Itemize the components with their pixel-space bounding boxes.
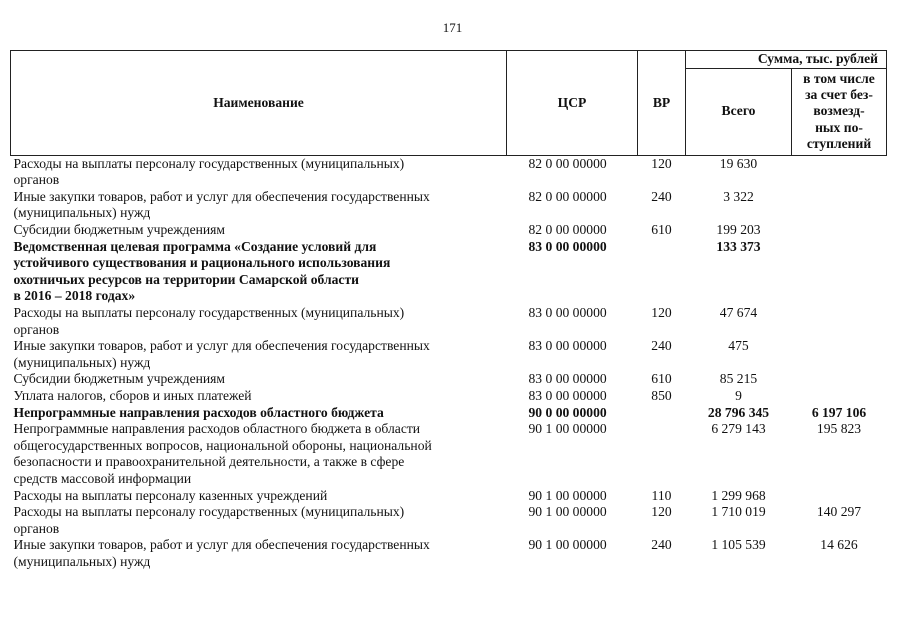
row-csr: 83 0 00 00000: [528, 371, 607, 387]
row-name-line: безопасности и правоохранительной деятельности, а также в сфере: [13, 454, 405, 470]
row-name-line: Расходы на выплаты персоналу государственных (муниципальных): [13, 504, 405, 520]
table-header: [11, 51, 887, 156]
row-name: [11, 488, 507, 505]
table-row: [11, 189, 887, 222]
table-row: [11, 388, 887, 405]
row-free: [792, 155, 887, 189]
table-row: [11, 488, 887, 505]
header-name: Наименование: [11, 51, 507, 156]
row-name-line: охотничьих ресурсов на территории Самарской области: [13, 271, 359, 287]
row-name-line: органов: [13, 321, 60, 337]
header-free-line: возмезд-: [813, 103, 865, 119]
row-free: [792, 239, 887, 305]
row-free: [792, 338, 887, 371]
table-row: [11, 222, 887, 239]
table-row: [11, 155, 887, 189]
row-total: 6 279 143: [711, 421, 766, 437]
row-name-line: Расходы на выплаты персоналу государственных (муниципальных): [13, 304, 405, 320]
row-vr: 110: [651, 487, 672, 503]
row-vr: [638, 239, 686, 305]
row-free: [792, 222, 887, 239]
row-csr: 82 0 00 00000: [528, 222, 607, 237]
row-free: [792, 488, 887, 505]
row-name-line: органов: [13, 172, 60, 188]
row-name: [11, 239, 507, 305]
row-free: [792, 371, 887, 388]
table-row: [11, 537, 887, 570]
row-total: 1 710 019: [711, 504, 766, 520]
row-total: 199 203: [716, 222, 761, 237]
row-csr: 90 1 00 00000: [528, 421, 607, 437]
header-total: Всего: [686, 68, 792, 155]
row-total: 475: [728, 338, 749, 354]
row-free: 6 197 106: [811, 404, 867, 420]
row-csr: 90 0 00 00000: [528, 404, 607, 420]
header-free-line: ступлений: [806, 136, 872, 152]
row-free: [792, 305, 887, 338]
row-csr: 83 0 00 00000: [528, 304, 607, 320]
row-name: [11, 504, 507, 537]
row-free: [792, 189, 887, 222]
row-name-line: Иные закупки товаров, работ и услуг для обеспечения государственных: [13, 188, 430, 204]
row-name: [11, 537, 507, 570]
header-sum: Сумма, тыс. рублей: [686, 51, 887, 69]
row-vr: 240: [651, 537, 672, 553]
row-total: 133 373: [716, 238, 761, 254]
budget-table: [10, 50, 887, 570]
row-total: 19 630: [719, 155, 758, 171]
row-total: 3 322: [723, 188, 754, 204]
row-csr: 90 1 00 00000: [528, 504, 607, 520]
page-number: 171: [442, 20, 463, 35]
table-row: [11, 405, 887, 422]
row-vr: 240: [651, 188, 672, 204]
table-row: [11, 371, 887, 388]
row-name-line: средств массовой информации: [13, 470, 192, 486]
row-name: [11, 421, 507, 487]
row-name-line: в 2016 – 2018 годах»: [13, 288, 136, 304]
row-csr: 83 0 00 00000: [528, 238, 607, 254]
table-row: [11, 239, 887, 305]
row-free: 195 823: [816, 421, 862, 437]
row-vr: 120: [651, 155, 672, 171]
row-name-line: устойчивого существования и рационального использования: [13, 255, 391, 271]
row-name-line: Иные закупки товаров, работ и услуг для обеспечения государственных: [13, 338, 430, 354]
row-vr: [638, 405, 686, 422]
table-row: [11, 421, 887, 487]
header-vr: ВР: [638, 51, 686, 156]
row-name: [11, 305, 507, 338]
row-name: [11, 388, 507, 405]
row-name: [11, 405, 507, 422]
row-name: [11, 155, 507, 189]
row-name-line: Непрограммные направления расходов областного бюджета в области: [13, 421, 421, 437]
row-name-line: органов: [13, 520, 60, 536]
row-name-line: Непрограммные направления расходов областного бюджета: [13, 404, 384, 420]
row-csr: 82 0 00 00000: [528, 188, 607, 204]
row-name: [11, 338, 507, 371]
row-vr: 120: [651, 304, 672, 320]
table-row: [11, 305, 887, 338]
row-free: 14 626: [820, 537, 858, 553]
row-free: 140 297: [816, 504, 862, 520]
row-name-line: Уплата налогов, сборов и иных платежей: [13, 387, 252, 403]
row-name: [11, 189, 507, 222]
row-name-line: Иные закупки товаров, работ и услуг для обеспечения государственных: [13, 537, 430, 553]
row-csr: 83 0 00 00000: [528, 387, 607, 403]
row-total: 47 674: [719, 304, 758, 320]
header-free-line: ных по-: [815, 119, 863, 135]
row-name-line: Субсидии бюджетным учреждениям: [13, 222, 226, 237]
row-name-line: Расходы на выплаты персоналу казенных учреждений: [13, 487, 328, 503]
row-total: 1 105 539: [711, 537, 766, 553]
table-row: [11, 504, 887, 537]
row-name-line: (муниципальных) нужд: [13, 553, 151, 569]
row-vr: 240: [651, 338, 672, 354]
row-total: 28 796 345: [707, 404, 770, 420]
row-name: [11, 371, 507, 388]
row-name: [11, 222, 507, 239]
row-name-line: (муниципальных) нужд: [13, 354, 151, 370]
row-total: 85 215: [719, 371, 758, 387]
header-free-line: за счет без-: [805, 87, 873, 102]
row-csr: 83 0 00 00000: [528, 338, 607, 354]
row-vr: 610: [651, 222, 672, 237]
table-body: [11, 155, 887, 570]
row-total: 1 299 968: [711, 487, 766, 503]
header-free: [792, 68, 887, 155]
row-name-line: Субсидии бюджетным учреждениям: [13, 371, 226, 387]
row-name-line: Ведомственная целевая программа «Создание условий для: [13, 238, 377, 254]
table-row: [11, 338, 887, 371]
row-csr: 82 0 00 00000: [528, 155, 607, 171]
row-free: [792, 388, 887, 405]
row-csr: 90 1 00 00000: [528, 537, 607, 553]
row-vr: [638, 421, 686, 487]
row-total: 9: [735, 387, 742, 403]
header-free-line: в том числе: [803, 70, 875, 86]
row-csr: 90 1 00 00000: [528, 487, 607, 503]
row-vr: 850: [651, 387, 672, 403]
row-vr: 120: [651, 504, 672, 520]
row-name-line: (муниципальных) нужд: [13, 205, 151, 221]
header-csr: ЦСР: [507, 51, 638, 156]
row-name-line: Расходы на выплаты персоналу государственных (муниципальных): [13, 155, 405, 171]
row-name-line: общегосударственных вопросов, национальной обороны, национальной: [13, 437, 432, 453]
row-vr: 610: [651, 371, 672, 387]
